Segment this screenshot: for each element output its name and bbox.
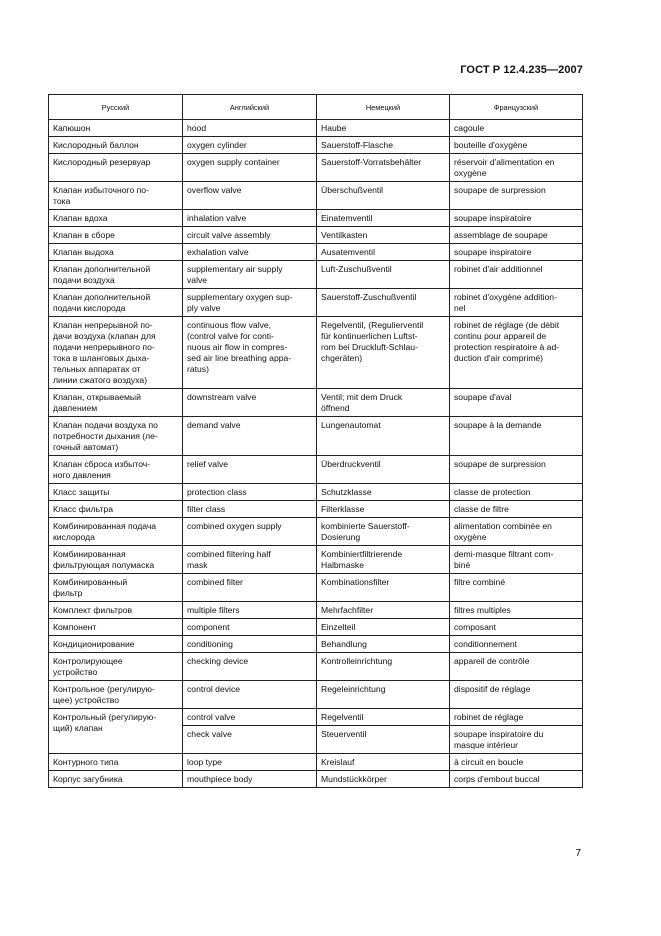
term-german-cell bbox=[317, 417, 450, 456]
term-english: combined oxygen supply bbox=[187, 521, 282, 531]
term-german-cell bbox=[317, 546, 450, 574]
column-header-german: Немецкий bbox=[317, 95, 450, 120]
term-english-cell bbox=[183, 137, 317, 154]
term-french-cell bbox=[450, 182, 583, 210]
term-french: bouteille d'oxygène bbox=[454, 140, 528, 150]
table-row bbox=[49, 501, 583, 518]
term-russian: Клапан подачи воздуха по потребности дыхания (ле- гочный автомат) bbox=[53, 420, 158, 452]
term-english: hood bbox=[187, 123, 207, 133]
term-german-cell bbox=[317, 227, 450, 244]
table-row bbox=[49, 518, 583, 546]
term-russian: Компонент bbox=[53, 622, 97, 632]
term-german: Sauerstoff-Zuschußventil bbox=[321, 292, 417, 302]
term-french: cagoule bbox=[454, 123, 485, 133]
term-russian-cell bbox=[49, 182, 183, 210]
term-french: soupape de surpression bbox=[454, 459, 546, 469]
term-french-cell bbox=[450, 518, 583, 546]
term-english: component bbox=[187, 622, 230, 632]
term-russian-cell bbox=[49, 771, 183, 788]
term-german: Ventilkasten bbox=[321, 230, 368, 240]
table-row bbox=[49, 227, 583, 244]
term-german: Kombiniertfiltrierende Halbmaske bbox=[321, 549, 403, 570]
term-french: composant bbox=[454, 622, 497, 632]
term-french-cell bbox=[450, 456, 583, 484]
table-row bbox=[49, 244, 583, 261]
column-header-english: Английский bbox=[183, 95, 317, 120]
term-russian-cell bbox=[49, 120, 183, 137]
term-french-cell bbox=[450, 484, 583, 501]
document-code: ГОСТ Р 12.4.235—2007 bbox=[460, 64, 583, 76]
term-french-cell bbox=[450, 137, 583, 154]
term-german: Behandlung bbox=[321, 639, 367, 649]
term-german-cell bbox=[317, 120, 450, 137]
term-russian: Кислородный резервуар bbox=[53, 157, 151, 167]
term-french: réservoir d'alimentation en oxygène bbox=[454, 157, 555, 178]
term-german: Überschußventil bbox=[321, 185, 384, 195]
term-german: Mehrfachfilter bbox=[321, 605, 374, 615]
term-english-cell bbox=[183, 709, 317, 726]
term-russian: Клапан дополнительной подачи воздуха bbox=[53, 264, 151, 285]
term-english: control device bbox=[187, 684, 241, 694]
table-row bbox=[49, 681, 583, 709]
terms-table bbox=[48, 94, 583, 788]
term-french: soupape inspiratoire bbox=[454, 213, 532, 223]
term-german: Filterklasse bbox=[321, 504, 365, 514]
term-german: Regelventil bbox=[321, 712, 364, 722]
term-french-cell bbox=[450, 289, 583, 317]
term-english: conditioning bbox=[187, 639, 233, 649]
term-german-cell bbox=[317, 182, 450, 210]
table-row bbox=[49, 182, 583, 210]
table-row bbox=[49, 289, 583, 317]
table-row bbox=[49, 602, 583, 619]
term-french: filtres multiples bbox=[454, 605, 511, 615]
term-english-cell bbox=[183, 120, 317, 137]
term-french: soupape inspiratoire bbox=[454, 247, 532, 257]
terms-table-body bbox=[49, 120, 583, 788]
term-english-cell bbox=[183, 182, 317, 210]
term-english: circuit valve assembly bbox=[187, 230, 271, 240]
term-russian: Кислородный баллон bbox=[53, 140, 139, 150]
term-english-cell bbox=[183, 602, 317, 619]
term-german: Regelventil, (Regulierventil für kontinuerlichen Luftst- rom bei Druckluft-Schlau- chgeräten) bbox=[321, 320, 424, 363]
term-german-cell bbox=[317, 518, 450, 546]
term-russian: Капюшон bbox=[53, 123, 91, 133]
term-english: relief valve bbox=[187, 459, 229, 469]
term-french: corps d'embout buccal bbox=[454, 774, 540, 784]
term-english-cell bbox=[183, 417, 317, 456]
column-header-french: Французский bbox=[450, 95, 583, 120]
term-english: check valve bbox=[187, 729, 232, 739]
term-german-cell bbox=[317, 317, 450, 389]
term-russian-cell bbox=[49, 501, 183, 518]
term-french-cell bbox=[450, 120, 583, 137]
term-french: robinet de réglage bbox=[454, 712, 524, 722]
term-english-cell bbox=[183, 681, 317, 709]
term-french-cell bbox=[450, 261, 583, 289]
page-number: 7 bbox=[575, 848, 581, 859]
term-german-cell bbox=[317, 754, 450, 771]
term-english-cell bbox=[183, 518, 317, 546]
term-russian: Клапан выдоха bbox=[53, 247, 114, 257]
term-french: robinet de réglage (de débit continu pour appareil de protection respiratoire à ad- duction d'air comprimé) bbox=[454, 320, 560, 363]
term-russian: Клапан, открываемый давлением bbox=[53, 392, 141, 413]
term-russian: Клапан в сборе bbox=[53, 230, 115, 240]
term-english: loop type bbox=[187, 757, 222, 767]
term-russian-cell bbox=[49, 261, 183, 289]
term-german-cell bbox=[317, 261, 450, 289]
term-russian-cell bbox=[49, 227, 183, 244]
term-french: soupape à la demande bbox=[454, 420, 542, 430]
table-row bbox=[49, 574, 583, 602]
term-english-cell bbox=[183, 726, 317, 754]
term-french-cell bbox=[450, 501, 583, 518]
term-russian-cell bbox=[49, 317, 183, 389]
term-russian: Контрольное (регулирую- щее) устройство bbox=[53, 684, 155, 705]
term-english-cell bbox=[183, 210, 317, 227]
term-english: downstream valve bbox=[187, 392, 257, 402]
table-row bbox=[49, 709, 583, 726]
term-english-cell bbox=[183, 227, 317, 244]
term-russian: Комбинированный фильтр bbox=[53, 577, 128, 598]
term-english-cell bbox=[183, 154, 317, 182]
table-row bbox=[49, 754, 583, 771]
term-french: demi-masque filtrant com- biné bbox=[454, 549, 554, 570]
term-english: demand valve bbox=[187, 420, 241, 430]
term-russian-cell bbox=[49, 754, 183, 771]
term-english-cell bbox=[183, 754, 317, 771]
term-french: conditionnement bbox=[454, 639, 518, 649]
term-german: Ventil; mit dem Druck öffnend bbox=[321, 392, 403, 413]
term-russian-cell bbox=[49, 210, 183, 227]
term-french: classe de filtre bbox=[454, 504, 509, 514]
term-russian: Клапан непрерывной по- дачи воздуха (клапан для подачи непрерывного по- тока в шланговых дыха- тельных аппаратах от линии сжатого воздуха) bbox=[53, 320, 156, 385]
term-russian-cell bbox=[49, 546, 183, 574]
term-french-cell bbox=[450, 389, 583, 417]
term-german: Steuerventil bbox=[321, 729, 367, 739]
term-german-cell bbox=[317, 619, 450, 636]
term-french: alimentation combinée en oxygène bbox=[454, 521, 552, 542]
term-german-cell bbox=[317, 653, 450, 681]
term-german-cell bbox=[317, 289, 450, 317]
table-row bbox=[49, 484, 583, 501]
term-french-cell bbox=[450, 653, 583, 681]
term-french-cell bbox=[450, 154, 583, 182]
term-russian: Контролирующее устройство bbox=[53, 656, 123, 677]
term-russian-cell bbox=[49, 681, 183, 709]
term-german: Kontrolleinrichtung bbox=[321, 656, 393, 666]
term-english: combined filter bbox=[187, 577, 243, 587]
term-german: Sauerstoff-Vorratsbehälter bbox=[321, 157, 422, 167]
term-english-cell bbox=[183, 771, 317, 788]
term-english-cell bbox=[183, 619, 317, 636]
term-german-cell bbox=[317, 154, 450, 182]
term-russian-cell bbox=[49, 518, 183, 546]
term-german: Sauerstoff-Flasche bbox=[321, 140, 393, 150]
term-english: continuous flow valve, (control valve for conti- nuous air flow in compres- sed air line breathing appa- ratus) bbox=[187, 320, 292, 374]
term-german-cell bbox=[317, 726, 450, 754]
term-french: dispositif de réglage bbox=[454, 684, 531, 694]
term-german-cell bbox=[317, 636, 450, 653]
term-german-cell bbox=[317, 456, 450, 484]
table-row bbox=[49, 154, 583, 182]
term-german: kombinierte Sauerstoff- Dosierung bbox=[321, 521, 410, 542]
table-row bbox=[49, 389, 583, 417]
term-french: robinet d'air additionnel bbox=[454, 264, 543, 274]
term-russian-cell bbox=[49, 709, 183, 754]
term-german-cell bbox=[317, 137, 450, 154]
term-russian-cell bbox=[49, 574, 183, 602]
term-english-cell bbox=[183, 317, 317, 389]
term-russian: Клапан дополнительной подачи кислорода bbox=[53, 292, 151, 313]
term-english: multiple filters bbox=[187, 605, 240, 615]
term-english-cell bbox=[183, 574, 317, 602]
term-russian: Комплект фильтров bbox=[53, 605, 133, 615]
term-russian-cell bbox=[49, 484, 183, 501]
term-french: soupape de surpression bbox=[454, 185, 546, 195]
term-german-cell bbox=[317, 681, 450, 709]
term-russian-cell bbox=[49, 154, 183, 182]
term-russian: Кондиционирование bbox=[53, 639, 135, 649]
table-row bbox=[49, 771, 583, 788]
term-german: Regeleinrichtung bbox=[321, 684, 386, 694]
table-row bbox=[49, 636, 583, 653]
table-row bbox=[49, 210, 583, 227]
term-french: soupape d'aval bbox=[454, 392, 512, 402]
table-row bbox=[49, 619, 583, 636]
term-english: inhalation valve bbox=[187, 213, 247, 223]
term-english-cell bbox=[183, 484, 317, 501]
table-row bbox=[49, 417, 583, 456]
term-russian: Корпус загубника bbox=[53, 774, 123, 784]
term-french-cell bbox=[450, 636, 583, 653]
term-russian-cell bbox=[49, 619, 183, 636]
term-german-cell bbox=[317, 210, 450, 227]
term-english-cell bbox=[183, 244, 317, 261]
term-french: à circuit en boucle bbox=[454, 757, 524, 767]
term-german: Überdruckventil bbox=[321, 459, 381, 469]
term-french-cell bbox=[450, 754, 583, 771]
term-french-cell bbox=[450, 726, 583, 754]
term-german: Lungenautomat bbox=[321, 420, 381, 430]
term-french-cell bbox=[450, 417, 583, 456]
column-header-russian: Русский bbox=[49, 95, 183, 120]
table-row bbox=[49, 137, 583, 154]
term-russian: Клапан сброса избыточ- ного давления bbox=[53, 459, 151, 480]
term-english: oxygen cylinder bbox=[187, 140, 247, 150]
term-english: overflow valve bbox=[187, 185, 242, 195]
term-english: supplementary air supply valve bbox=[187, 264, 283, 285]
table-row bbox=[49, 261, 583, 289]
term-russian-cell bbox=[49, 653, 183, 681]
table-header-row bbox=[49, 95, 583, 120]
term-russian: Контрольный (регулирую- щий) клапан bbox=[53, 712, 157, 733]
term-german: Einatemventil bbox=[321, 213, 373, 223]
term-english: supplementary oxygen sup- ply valve bbox=[187, 292, 293, 313]
term-german-cell bbox=[317, 244, 450, 261]
table-row bbox=[49, 317, 583, 389]
term-french-cell bbox=[450, 574, 583, 602]
term-french-cell bbox=[450, 602, 583, 619]
term-english: oxygen supply container bbox=[187, 157, 280, 167]
term-english-cell bbox=[183, 546, 317, 574]
term-german-cell bbox=[317, 602, 450, 619]
term-russian: Комбинированная подача кислорода bbox=[53, 521, 157, 542]
term-russian: Класс фильтра bbox=[53, 504, 113, 514]
term-french: filtre combiné bbox=[454, 577, 506, 587]
term-french-cell bbox=[450, 709, 583, 726]
term-russian-cell bbox=[49, 389, 183, 417]
term-french: classe de protection bbox=[454, 487, 531, 497]
term-german-cell bbox=[317, 771, 450, 788]
term-russian-cell bbox=[49, 244, 183, 261]
term-german-cell bbox=[317, 501, 450, 518]
term-german: Mundstückkörper bbox=[321, 774, 387, 784]
term-russian: Класс защиты bbox=[53, 487, 110, 497]
term-english-cell bbox=[183, 261, 317, 289]
term-english: mouthpiece body bbox=[187, 774, 253, 784]
term-english-cell bbox=[183, 653, 317, 681]
term-german-cell bbox=[317, 389, 450, 417]
table-row bbox=[49, 546, 583, 574]
term-english: exhalation valve bbox=[187, 247, 249, 257]
term-english: filter class bbox=[187, 504, 226, 514]
term-german-cell bbox=[317, 574, 450, 602]
term-french: appareil de contrôle bbox=[454, 656, 530, 666]
term-russian-cell bbox=[49, 636, 183, 653]
term-french-cell bbox=[450, 210, 583, 227]
term-english-cell bbox=[183, 456, 317, 484]
term-german: Kreislauf bbox=[321, 757, 355, 767]
term-russian: Клапан вдоха bbox=[53, 213, 108, 223]
table-row bbox=[49, 120, 583, 137]
term-french-cell bbox=[450, 681, 583, 709]
term-russian: Клапан избыточного по- тока bbox=[53, 185, 149, 206]
term-english: checking device bbox=[187, 656, 249, 666]
term-german-cell bbox=[317, 709, 450, 726]
table-row bbox=[49, 456, 583, 484]
term-english-cell bbox=[183, 289, 317, 317]
term-english-cell bbox=[183, 389, 317, 417]
term-russian-cell bbox=[49, 289, 183, 317]
term-french: assemblage de soupape bbox=[454, 230, 548, 240]
term-german: Haube bbox=[321, 123, 347, 133]
term-russian: Контурного типа bbox=[53, 757, 119, 767]
term-german: Schutzklasse bbox=[321, 487, 372, 497]
term-french-cell bbox=[450, 244, 583, 261]
term-english: control valve bbox=[187, 712, 236, 722]
term-french: soupape inspiratoire du masque intérieur bbox=[454, 729, 544, 750]
term-german: Ausatemventil bbox=[321, 247, 375, 257]
term-russian: Комбинированная фильтрующая полумаска bbox=[53, 549, 155, 570]
term-french-cell bbox=[450, 317, 583, 389]
term-english-cell bbox=[183, 501, 317, 518]
term-german-cell bbox=[317, 484, 450, 501]
term-french: robinet d'oxygène addition- nel bbox=[454, 292, 557, 313]
term-english: protection class bbox=[187, 487, 247, 497]
table-row bbox=[49, 653, 583, 681]
term-russian-cell bbox=[49, 456, 183, 484]
term-russian-cell bbox=[49, 417, 183, 456]
term-french-cell bbox=[450, 771, 583, 788]
term-german: Luft-Zuschußventil bbox=[321, 264, 392, 274]
term-russian-cell bbox=[49, 137, 183, 154]
term-french-cell bbox=[450, 619, 583, 636]
term-russian-cell bbox=[49, 602, 183, 619]
term-french-cell bbox=[450, 227, 583, 244]
term-german: Kombinationsfilter bbox=[321, 577, 390, 587]
term-english: combined filtering half mask bbox=[187, 549, 271, 570]
term-german: Einzelteil bbox=[321, 622, 356, 632]
term-english-cell bbox=[183, 636, 317, 653]
term-french-cell bbox=[450, 546, 583, 574]
